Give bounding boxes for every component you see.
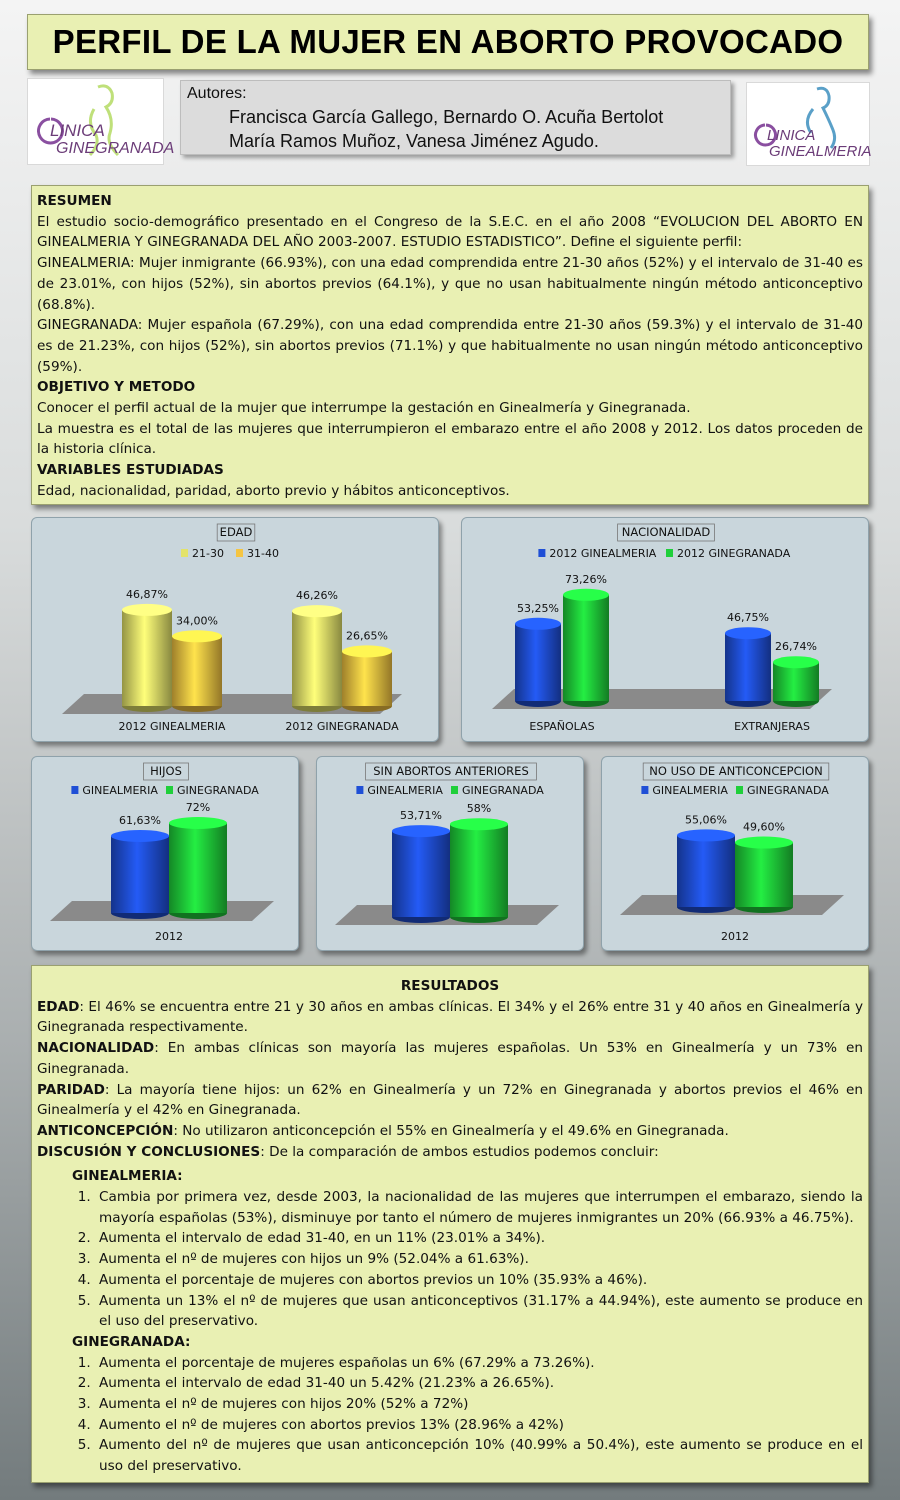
data-label: 26,65% bbox=[346, 629, 388, 643]
list-item: 5. Aumento del nº de mujeres que usan anticoncepción 10% (40.99% a 50.4%), este aumento se produce en el uso del preservativo. bbox=[95, 1435, 863, 1476]
results-disc-key: DISCUSIÓN Y CONCLUSIONES bbox=[37, 1143, 261, 1160]
list-item: 1. Aumenta el porcentaje de mujeres españolas un 6% (67.29% a 73.26%). bbox=[95, 1353, 863, 1374]
chart-sin-abortos-svg bbox=[317, 757, 585, 952]
results-disc-text: : De la comparación de ambos estudios podemos concluir: bbox=[260, 1143, 659, 1160]
legend-label: 2012 GINEALMERIA bbox=[549, 547, 657, 560]
variables-text: Edad, nacionalidad, paridad, aborto previo y hábitos anticonceptivos. bbox=[37, 482, 510, 499]
bar-top bbox=[172, 630, 222, 642]
results-nac-key: NACIONALIDAD bbox=[37, 1040, 155, 1057]
bar bbox=[392, 831, 450, 917]
list-item: 2. Aumenta el intervalo de edad 31-40 un 5.42% (21.23% a 26.65%). bbox=[95, 1373, 863, 1394]
results-nacionalidad bbox=[37, 1038, 863, 1079]
list-item: 2. Aumenta el intervalo de edad 31-40, en un 11% (23.01% a 34%). bbox=[95, 1228, 863, 1249]
data-label: 53,71% bbox=[400, 809, 442, 823]
chart-nacionalidad-svg bbox=[462, 518, 870, 743]
bar bbox=[515, 624, 561, 701]
bar-top bbox=[677, 829, 735, 841]
bar-top bbox=[111, 830, 169, 842]
authors-line-1: Francisca García Gallego, Bernardo O. Acuña Bertolot bbox=[229, 107, 664, 127]
conclusions-ginealmeria-list bbox=[95, 1187, 863, 1332]
conclusions-ginealmeria-heading: GINEALMERIA: bbox=[72, 1168, 183, 1185]
summary-paragraph: El estudio socio-demográfico presentado en el Congreso de la S.E.C. en el año 2008 “EVOLUCION DEL ABORTO EN GINEALMERIA Y GINEGRANADA DEL AÑO 2003-2007. ESTUDIO ESTADISTICO”. Define el siguiente perfil: bbox=[37, 213, 863, 251]
list-item: 1. Cambia por primera vez, desde 2003, la nacionalidad de las mujeres que interrumpen el embarazo, siendo la mayoría españolas (53%), disminuye por tanto el número de mujeres inmigrantes un 20% (66.93% a 46.75%). bbox=[95, 1187, 863, 1228]
bar-top bbox=[169, 817, 227, 829]
bar bbox=[122, 610, 172, 706]
authors-box bbox=[180, 80, 731, 155]
legend-label: GINEGRANADA bbox=[177, 784, 259, 797]
results-anticoncepcion bbox=[37, 1121, 863, 1142]
chart-title: NACIONALIDAD bbox=[621, 525, 711, 539]
objective-text: Conocer el perfil actual de la mujer que interrumpe la gestación en Ginealmería y Ginegranada. bbox=[37, 400, 691, 417]
data-label: 61,63% bbox=[119, 813, 161, 827]
results-anti-key: ANTICONCEPCIÓN bbox=[37, 1122, 174, 1139]
chart-title: NO USO DE ANTICONCEPCION bbox=[649, 764, 823, 778]
data-label: 26,74% bbox=[775, 640, 817, 654]
legend-swatch bbox=[236, 549, 243, 557]
bar-top bbox=[450, 818, 508, 830]
legend-label: GINEALMERIA bbox=[82, 784, 158, 797]
bar-top bbox=[735, 837, 793, 849]
bar bbox=[563, 595, 609, 701]
results-par-key: PARIDAD bbox=[37, 1081, 105, 1098]
logo-line1: LINICA bbox=[767, 127, 816, 144]
list-item: 4. Aumento el nº de mujeres con abortos previos 13% (28.96% a 42%) bbox=[95, 1415, 863, 1436]
results-discusion bbox=[37, 1142, 863, 1163]
chart-nacionalidad bbox=[461, 517, 869, 742]
ginealmeria-logo bbox=[746, 82, 870, 166]
category-label: ESPAÑOLAS bbox=[529, 720, 595, 733]
chart-title: SIN ABORTOS ANTERIORES bbox=[373, 764, 529, 778]
legend-swatch bbox=[451, 786, 458, 794]
results-edad-key: EDAD bbox=[37, 998, 80, 1015]
legend-swatch bbox=[666, 549, 673, 557]
chart-edad bbox=[31, 517, 439, 742]
results-par-text: : La mayoría tiene hijos: un 62% en Ginealmería y un 72% en Ginegranada y abortos previos el 46% en Ginealmería y el 42% en Ginegranada. bbox=[37, 1081, 863, 1119]
bar-top bbox=[773, 656, 819, 668]
chart-sin-abortos bbox=[316, 756, 584, 951]
bar bbox=[725, 633, 771, 701]
logo-line1: LINICA bbox=[50, 121, 105, 140]
chart-title: EDAD bbox=[219, 525, 253, 539]
method-text: La muestra es el total de las mujeres que interrumpieron el embarazo entre el año 2008 y 2012. Los datos proceden de la historia clínica. bbox=[37, 420, 863, 458]
chart-hijos bbox=[31, 756, 299, 951]
legend-swatch bbox=[641, 786, 648, 794]
bar bbox=[169, 823, 227, 913]
bar-top bbox=[122, 604, 172, 616]
summary-heading: RESUMEN bbox=[37, 193, 112, 209]
bar-top bbox=[725, 627, 771, 639]
list-item: 3. Aumenta el nº de mujeres con hijos un 9% (52.04% a 61.63%). bbox=[95, 1249, 863, 1270]
bar bbox=[292, 611, 342, 706]
ginegranada-logo bbox=[27, 78, 175, 165]
data-label: 34,00% bbox=[176, 614, 218, 628]
category-label: 2012 GINEGRANADA bbox=[285, 720, 399, 733]
legend-label: GINEGRANADA bbox=[462, 784, 544, 797]
legend-label: 21-30 bbox=[192, 547, 224, 560]
category-label: 2012 bbox=[155, 930, 183, 943]
bar bbox=[450, 824, 508, 917]
data-label: 53,25% bbox=[517, 601, 559, 615]
chart-hijos-svg bbox=[32, 757, 300, 952]
summary-panel bbox=[31, 185, 869, 505]
logo-line2: GINEGRANADA bbox=[56, 140, 175, 157]
list-item: 5. Aumenta un 13% el nº de mujeres que usan anticonceptivos (31.17% a 44.94%), este aumento se produce en el uso del preservativo. bbox=[95, 1291, 863, 1332]
data-label: 46,26% bbox=[296, 589, 338, 603]
legend-swatch bbox=[71, 786, 78, 794]
data-label: 46,87% bbox=[126, 587, 168, 601]
category-label: 2012 bbox=[721, 930, 749, 943]
logo-line2: GINEALMERIA bbox=[769, 143, 872, 160]
authors-label: Autores: bbox=[187, 85, 247, 102]
conclusions-ginegranada-list bbox=[95, 1353, 863, 1477]
objective-heading: OBJETIVO Y METODO bbox=[37, 379, 196, 396]
results-nac-text: : En ambas clínicas son mayoría las mujeres españolas. Un 53% en Ginealmería y un 73% en Ginegranada. bbox=[37, 1040, 863, 1077]
data-label: 46,75% bbox=[727, 611, 769, 625]
variables-heading: VARIABLES ESTUDIADAS bbox=[37, 462, 224, 479]
bar bbox=[111, 836, 169, 913]
chart-edad-svg bbox=[32, 518, 440, 743]
legend-swatch bbox=[166, 786, 173, 794]
legend-label: GINEGRANADA bbox=[747, 784, 829, 797]
conclusions-ginegranada-heading: GINEGRANADA: bbox=[72, 1333, 191, 1350]
chart-title: HIJOS bbox=[150, 764, 182, 778]
bar-top bbox=[292, 605, 342, 617]
data-label: 72% bbox=[185, 801, 211, 814]
chart-anticoncepcion-svg bbox=[602, 757, 870, 952]
results-anti-text: : No utilizaron anticoncepción el 55% en Ginealmería y el 49.6% en Ginegranada. bbox=[173, 1122, 729, 1139]
legend-swatch bbox=[181, 549, 188, 557]
list-item: 3. Aumenta el nº de mujeres con hijos 20% (52% a 72%) bbox=[95, 1394, 863, 1415]
bar bbox=[342, 651, 392, 706]
legend-swatch bbox=[538, 549, 545, 557]
chart-anticoncepcion bbox=[601, 756, 869, 951]
results-heading: RESULTADOS bbox=[400, 978, 500, 994]
bar bbox=[677, 835, 735, 907]
list-item: 4. Aumenta el porcentaje de mujeres con abortos previos un 10% (35.93% a 46%). bbox=[95, 1270, 863, 1291]
data-label: 58% bbox=[466, 802, 492, 816]
legend-label: GINEALMERIA bbox=[367, 784, 443, 797]
category-label: 2012 GINEALMERIA bbox=[118, 720, 226, 733]
bar-top bbox=[563, 589, 609, 601]
legend-label: 31-40 bbox=[247, 547, 279, 560]
data-label: 49,60% bbox=[743, 820, 785, 834]
bar bbox=[735, 843, 793, 907]
data-label: 55,06% bbox=[685, 813, 727, 827]
data-label: 73,26% bbox=[565, 572, 607, 586]
category-label: EXTRANJERAS bbox=[734, 720, 810, 733]
legend-swatch bbox=[356, 786, 363, 794]
bar-top bbox=[515, 618, 561, 630]
results-panel bbox=[31, 965, 869, 1483]
legend-label: 2012 GINEGRANADA bbox=[677, 547, 791, 560]
results-edad-text: : El 46% se encuentra entre 21 y 30 años en ambas clínicas. El 34% y el 26% entre 31 y 40 años en Ginealmería y Ginegranada respectivamente. bbox=[37, 998, 863, 1036]
authors-line-2: María Ramos Muñoz, Vanesa Jiménez Agudo. bbox=[229, 131, 599, 151]
legend-label: GINEALMERIA bbox=[652, 784, 728, 797]
page-title: PERFIL DE LA MUJER EN ABORTO PROVOCADO bbox=[27, 14, 869, 70]
results-edad bbox=[37, 997, 863, 1038]
bar-top bbox=[342, 645, 392, 657]
summary-ginegranada: GINEGRANADA: Mujer española (67.29%), con una edad comprendida entre 21-30 años (59.3%) y el intervalo de 31-40 es de 21.23%, con hijos (52%), sin abortos previos (71.1%) y que habitualmente no usan ningún método anticonceptivo (59%). bbox=[37, 317, 863, 375]
bar-top bbox=[392, 825, 450, 837]
results-paridad bbox=[37, 1080, 863, 1121]
summary-ginealmeria: GINEALMERIA: Mujer inmigrante (66.93%), con una edad comprendida entre 21-30 años (52%) y el intervalo de 31-40 es de 23.01%, con hijos (52%), sin abortos previos (64.1%), y que no usan habitualmente ningún método anticonceptivo (68.8%). bbox=[37, 255, 863, 313]
legend-swatch bbox=[736, 786, 743, 794]
bar bbox=[172, 636, 222, 706]
